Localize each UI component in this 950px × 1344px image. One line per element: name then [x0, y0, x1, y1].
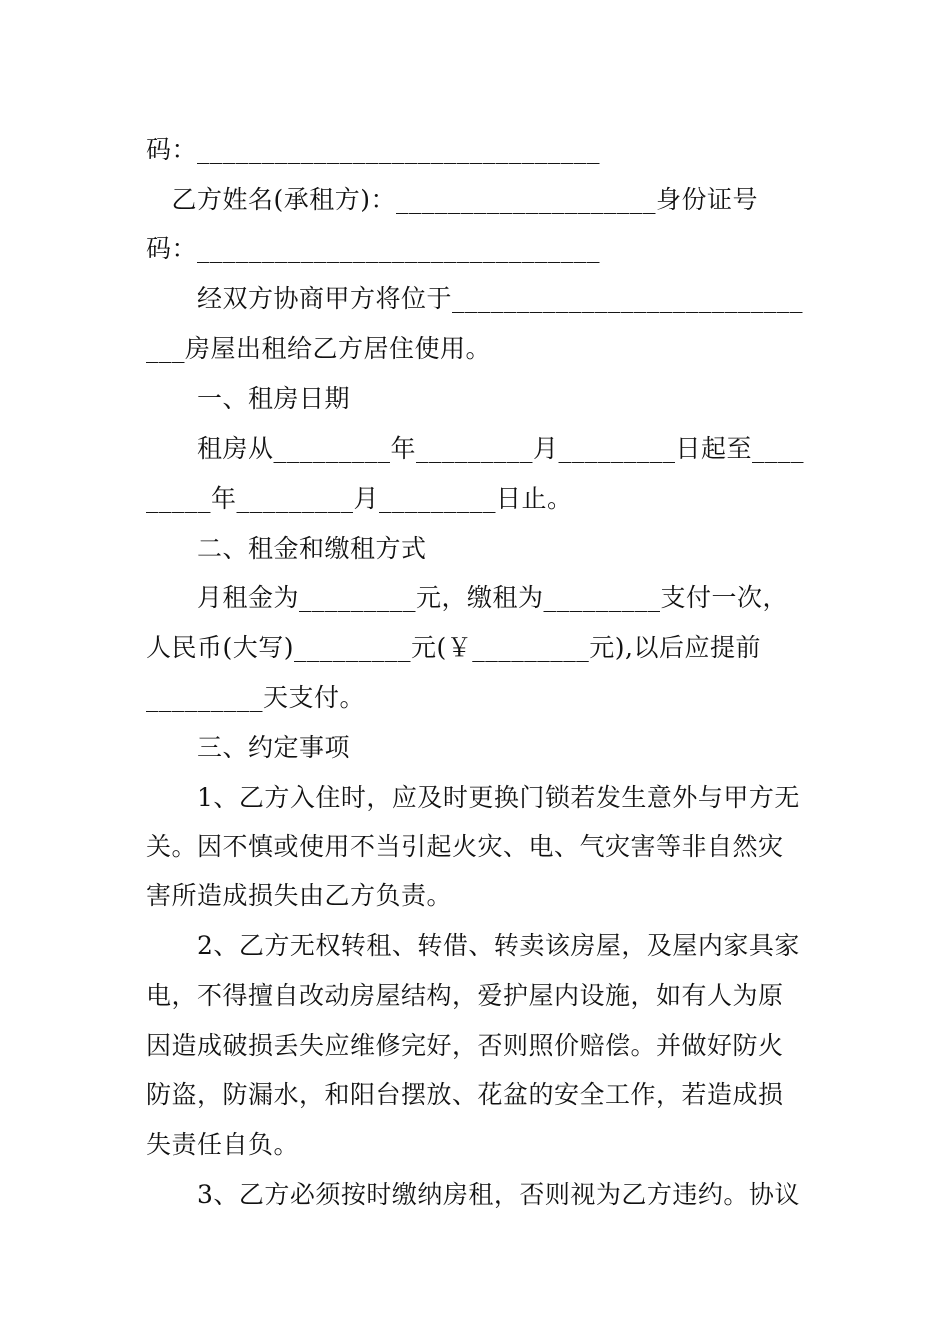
text-line: 因造成破损丢失应维修完好，否则照价赔偿。并做好防火 — [146, 1031, 784, 1060]
text-line: 码：_______________________________ — [146, 135, 601, 164]
text-line: 1、乙方入住时，应及时更换门锁若发生意外与甲方无 — [146, 783, 800, 812]
text-line: _____年_________月_________日止。 — [146, 484, 573, 513]
text-line: 经双方协商甲方将位于___________________________ — [146, 284, 804, 313]
text-line: 关。因不慎或使用不当引起火灾、电、气灾害等非自然灾 — [146, 832, 784, 861]
section-heading: 一、租房日期 — [146, 384, 351, 413]
text-line: 失责任自负。 — [146, 1130, 300, 1159]
text-line: 租房从_________年_________月_________日起至____ — [146, 434, 805, 463]
text-line: ___房屋出租给乙方居住使用。 — [146, 334, 492, 363]
text-line: 防盗，防漏水，和阳台摆放、花盆的安全工作，若造成损 — [146, 1080, 784, 1109]
section-heading: 二、租金和缴租方式 — [146, 534, 427, 563]
text-line: 码：_______________________________ — [146, 234, 601, 263]
text-line: 3、乙方必须按时缴纳房租，否则视为乙方违约。协议 — [146, 1180, 800, 1209]
text-line: 电，不得擅自改动房屋结构，爱护屋内设施，如有人为原 — [146, 981, 784, 1010]
text-line: 人民币(大写)_________元(￥_________元),以后应提前 — [146, 633, 761, 662]
text-line: _________天支付。 — [146, 683, 366, 712]
text-line: 害所造成损失由乙方负责。 — [146, 881, 453, 910]
text-line: 乙方姓名(承租方)：____________________身份证号 — [146, 185, 759, 214]
text-line: 月租金为_________元，缴租为_________支付一次， — [146, 583, 789, 612]
text-line: 2、乙方无权转租、转借、转卖该房屋，及屋内家具家 — [146, 931, 800, 960]
section-heading: 三、约定事项 — [146, 733, 351, 762]
